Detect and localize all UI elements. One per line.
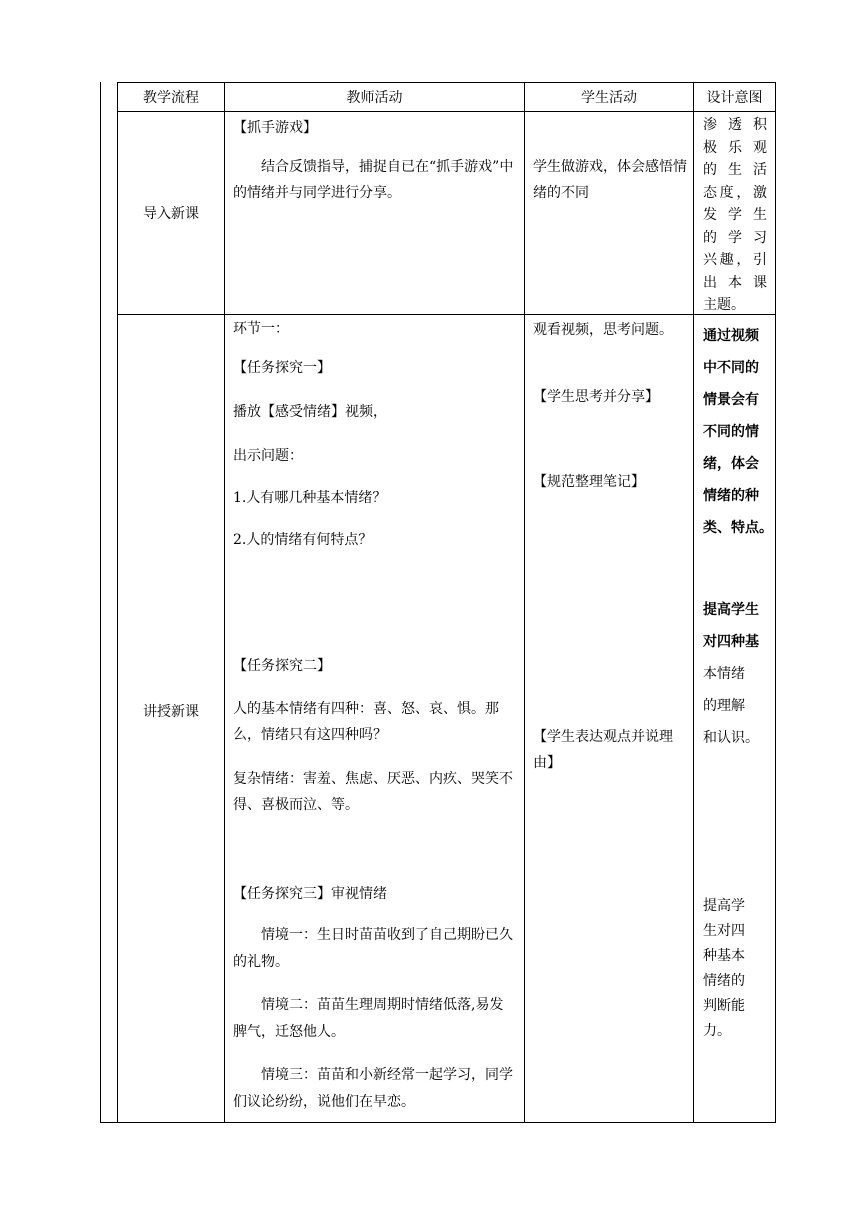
task1-question-2: 2.人的情绪有何特点？ [233,532,373,548]
process-intro: 导入新课 [143,206,199,222]
row-divider [117,314,776,315]
main-student-share: 【学生思考并分享】 [533,389,659,405]
main-section-label: 环节一： [233,321,289,337]
task1-title: 【任务探究一】 [233,360,331,376]
main-student-watch: 观看视频，思考问题。 [533,322,673,338]
process-main: 讲授新课 [143,704,199,720]
table-border-right [775,82,776,1122]
intro-design-intent: 渗透积 极乐观 的生活 态度，激 发学生 的学习 兴趣，引 出本课 主题。 [703,117,767,313]
main-student-notes: 【规范整理笔记】 [533,474,645,490]
task1-prompt: 出示问题： [233,448,303,464]
table-border-bottom [100,1122,776,1123]
column-divider [524,82,525,1122]
column-divider [693,82,694,1122]
task1-question-1: 1.人有哪几种基本情绪？ [233,490,387,506]
task2-paragraph-1: 人的基本情绪有四种：喜、怒、哀、惧。那么，情绪只有这四种吗？ [233,701,499,743]
task2-paragraph-2: 复杂情绪：害羞、焦虑、厌恶、内疚、哭笑不得、喜极而泣、等。 [233,771,513,813]
column-divider [224,82,225,1122]
intro-student-activity: 学生做游戏，体会感悟情绪的不同 [533,159,687,201]
task3-situation-1: 情境一：生日时苗苗收到了自己期盼已久的礼物。 [233,927,513,970]
lesson-plan-table [100,82,776,1122]
header-teacher: 教师活动 [346,90,403,106]
task1-play: 播放【感受情绪】视频， [233,404,387,420]
header-student: 学生活动 [581,90,637,106]
task3-situation-2: 情境二：苗苗生理周期时情绪低落,易发脾气，迁怒他人。 [233,997,504,1040]
intro-teacher-title: 【抓手游戏】 [233,120,317,136]
header-process: 教学流程 [143,90,199,106]
task2-title: 【任务探究二】 [233,658,331,674]
main-design-intent-2: 提高学生 对四种基 本情绪 的理解 和认识。 [703,602,759,746]
main-design-intent-1: 通过视频 中不同的 情景会有 不同的情 绪，体会 情绪的种 类、特点。 [703,328,773,536]
intro-teacher-body: 结合反馈指导，捕捉自已在“抓手游戏”中的情绪并与同学进行分享。 [233,159,514,201]
main-design-intent-3: 提高学 生对四 种基本 情绪的 判断能 力。 [703,898,745,1039]
table-border-left [100,82,101,1122]
main-student-express: 【学生表达观点并说理由】 [533,729,673,771]
header-design: 设计意图 [706,90,763,106]
task3-situation-3: 情境三：苗苗和小新经常一起学习，同学们议论纷纷，说他们在早恋。 [233,1067,513,1110]
task3-title: 【任务探究三】审视情绪 [233,886,387,902]
